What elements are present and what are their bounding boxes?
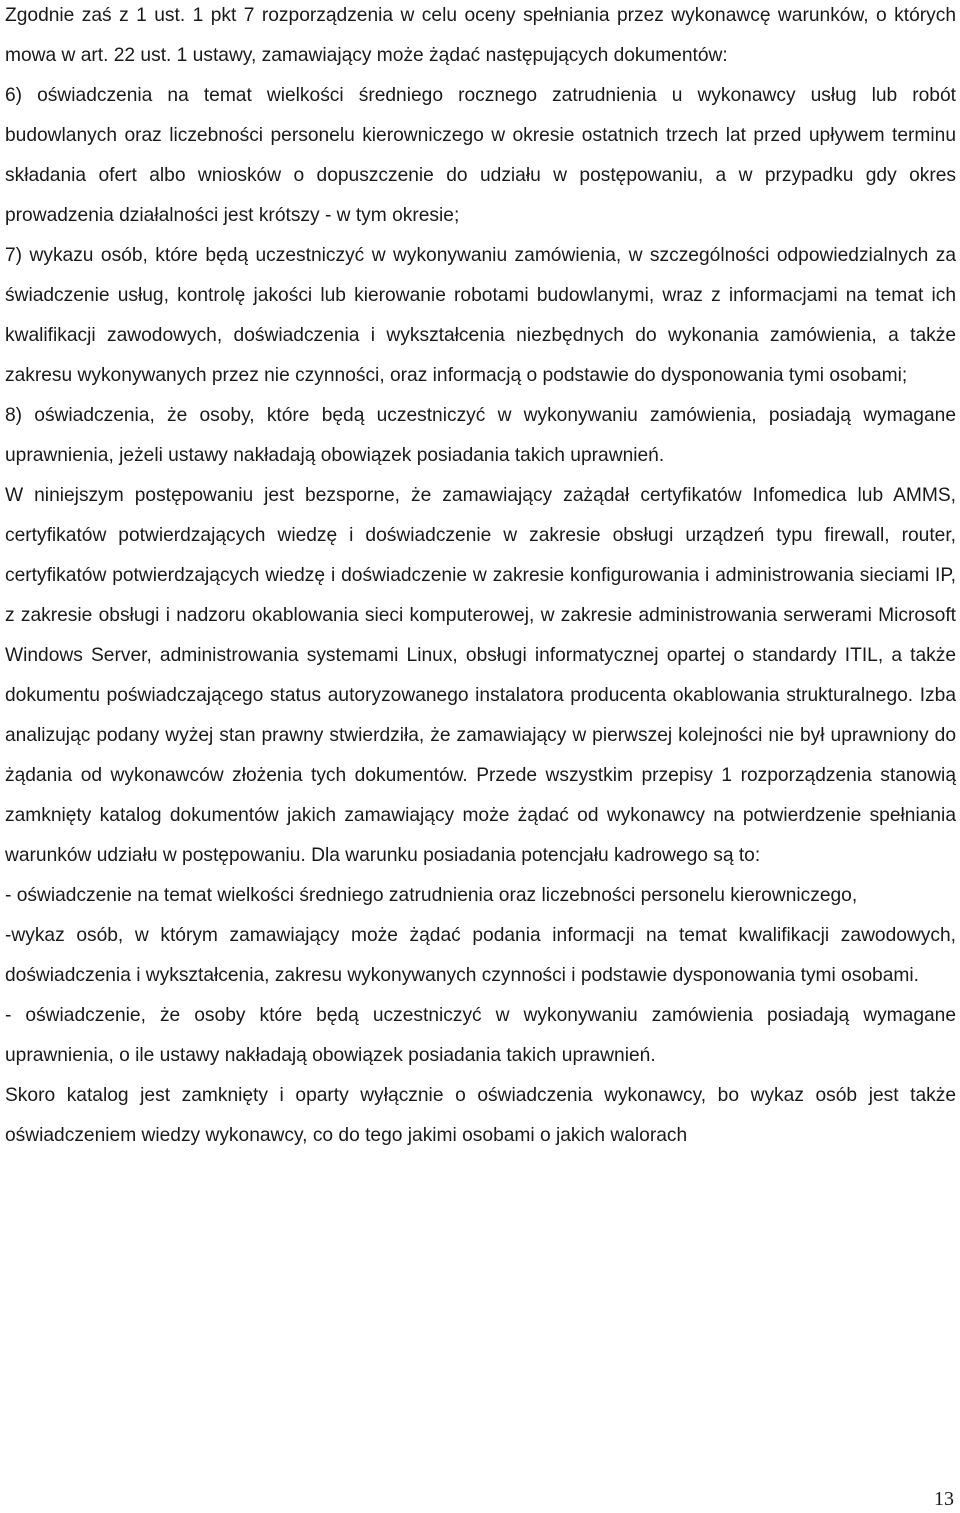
intro-paragraph: Zgodnie zaś z 1 ust. 1 pkt 7 rozporządzenia w celu oceny spełniania przez wykonawcę warunków, o których mowa w art. 22 ust. 1 ustawy, zamawiający może żądać następujących dokumentów: <box>5 5 956 66</box>
dash-item-statement: - oświadczenie na temat wielkości średniego zatrudnienia oraz liczebności personelu kierowniczego, <box>5 885 858 906</box>
dash-item-qualifications: - oświadczenie, że osoby które będą uczestniczyć w wykonywaniu zamówienia posiadają wymagane uprawnienia, o ile ustawy nakładają obowiązek posiadania takich uprawnień. <box>5 1005 956 1066</box>
dash-item-list-of-persons: -wykaz osób, w którym zamawiający może żądać podania informacji na temat kwalifikacji zawodowych, doświadczenia i wykształcenia, zakresu wykonywanych czynności i podstawie dysponowania tymi osobami. <box>5 925 956 986</box>
analysis-paragraph: W niniejszym postępowaniu jest bezsporne, że zamawiający zażądał certyfikatów Infomedica lub AMMS, certyfikatów potwierdzających wiedzę i doświadczenie w zakresie obsługi urządzeń typu firewall, router, certyfikatów potwierdzających wiedzę i doświadczenie w zakresie konfigurowania i administrowania sieciami IP, z zakresie obsługi i nadzoru okablowania sieci komputerowej, w zakresie administrowania serwerami Microsoft Windows Server, administrowania systemami Linux, obsługi informatycznej opartej o standardy ITIL, a także dokumentu poświadczającego status autoryzowanego instalatora producenta okablowania strukturalnego. Izba analizując podany wyżej stan prawny stwierdziła, że zamawiający w pierwszej kolejności nie był uprawniony do żądania od wykonawców złożenia tych dokumentów. Przede wszystkim przepisy 1 rozporządzenia stanowią zamknięty katalog dokumentów jakich zamawiający może żądać od wykonawcy na potwierdzenie spełniania warunków udziału w postępowaniu. Dla warunku posiadania potencjału kadrowego są to: <box>5 485 956 866</box>
list-item-6: 6) oświadczenia na temat wielkości średniego rocznego zatrudnienia u wykonawcy usług lub robót budowlanych oraz liczebności personelu kierowniczego w okresie ostatnich trzech lat przed upływem terminu składania ofert albo wniosków o dopuszczenie do udziału w postępowaniu, a w przypadku gdy okres prowadzenia działalności jest krótszy - w tym okresie; <box>5 85 956 226</box>
list-item-7: 7) wykazu osób, które będą uczestniczyć w wykonywaniu zamówienia, w szczególności odpowiedzialnych za świadczenie usług, kontrolę jakości lub kierowanie robotami budowlanymi, wraz z informacjami na temat ich kwalifikacji zawodowych, doświadczenia i wykształcenia niezbędnych do wykonania zamówienia, a także zakresu wykonywanych przez nie czynności, oraz informacją o podstawie do dysponowania tymi osobami; <box>5 245 956 386</box>
list-item-8: 8) oświadczenia, że osoby, które będą uczestniczyć w wykonywaniu zamówienia, posiadają wymagane uprawnienia, jeżeli ustawy nakładają obowiązek posiadania takich uprawnień. <box>5 405 956 466</box>
conclusion-paragraph: Skoro katalog jest zamknięty i oparty wyłącznie o oświadczenia wykonawcy, bo wykaz osób jest także oświadczeniem wiedzy wykonawcy, co do tego jakimi osobami o jakich walorach <box>5 1085 956 1146</box>
document-page <box>5 0 956 1156</box>
page-number: 13 <box>934 1488 954 1510</box>
